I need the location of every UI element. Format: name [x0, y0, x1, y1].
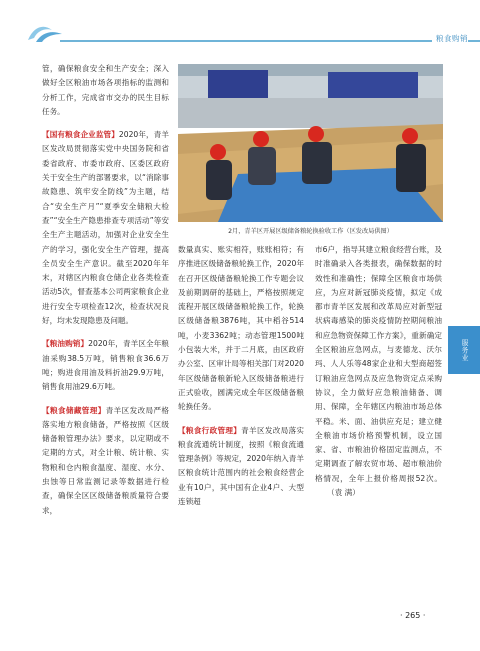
section-body: 市6户，指导其建立粮食经营台账，及时准确录入各类报表，确保数据的时效性和准确性；保障全区粮食市场供应，为应对新冠肺炎疫情，拟定《成都市青羊区发展和改革局应对新型冠状病毒感染的肺炎疫情防控期间粮油和应急物资保障工作方案》，重新确定全区粮油应急网点，与麦德龙、沃尔玛、人人乐等48家企业和大型商超签订粮油应急网点及应急物资定点采购协议，全力做好应急粮油储备、调用、保障，全年辖区内粮油市场总体平稳。米、面、油供应充足；建立健全粮油市场价格预警机制，设立国家、省、市粮油价格固定监测点，不定期调查了解农贸市场、超市粮油价格情况，全年上报价格周报52次。 [315, 245, 442, 483]
chapter-label: 服务业 [460, 338, 468, 362]
section-body: 青羊区发改局落实粮食流通统计制度，按照《粮食流通管理条例》等规定，2020年纳入青羊区粮食统计范围内的社会粮食经营企业有10户，其中国有企业4户、大型连锁超 [178, 425, 305, 507]
granary-inspection-photo [178, 64, 443, 222]
page-header [0, 0, 480, 62]
intro-paragraph: 管，确保粮食安全和生产安全；深入做好全区粮油市场各项指标的监测和分析工作，完成省市交办的民生目标任务。 [42, 64, 169, 116]
section-heading: 【粮食储藏管理】 [42, 405, 106, 415]
section-body: 2020年，青羊区全年粮油采购38.5万吨，销售粮食36.6万吨；购进食用油及料折油29.9万吨，销售食用油29.6万吨。 [42, 339, 170, 392]
page-number: · 265 · [400, 611, 426, 620]
section-title: 粮食购销 [432, 33, 468, 44]
section-heading: 【粮油购销】 [42, 339, 89, 349]
paragraph-rotation: 数量真实、账实相符，账账相符；有序推进区级储备粮轮换工作，2020年在召开区级储备粮轮换工作专题会议及前期调研的基础上，严格按照规定流程开展区级储备粮轮换工作，轮换区级储备粮3876吨，其中稻谷514吨，小麦3362吨；动态管理1500吨小包装大米，并于二月底，由区政府办公室、区审计局等相关部门对2020年区级储备粮新轮入区级储备粮进行正式验收，圆满完成全年区级储备粮轮换任务。 [178, 245, 304, 412]
text-column-middle [178, 243, 304, 518]
author-signature: （袁 满） [327, 488, 360, 498]
section-heading: 【国有粮食企业监管】 [42, 130, 119, 140]
section-heading: 【粮食行政管理】 [178, 425, 242, 435]
paragraph-storage-management [42, 404, 169, 518]
chapter-side-tab [448, 326, 480, 374]
header-rule [60, 40, 480, 42]
paragraph-continued [315, 243, 442, 500]
paragraph-grain-trade [42, 337, 169, 394]
text-column-right [315, 243, 442, 509]
paragraph-administration [178, 424, 304, 510]
text-column-left [42, 62, 169, 527]
paragraph-enterprise-supervision [42, 128, 169, 328]
section-body: 2020年，青羊区发改局贯彻落实党中央国务院和省委省政府、市委市政府、区委区政府关于安全生产的部署要求，以“消除事故隐患、筑牢安全防线”为主题，结合“安全生产月”“夏季安全储粮大检查”“安全生产隐患排查专项活动”等安全生产主题活动，加强对企业安全生产的学习，强化安全生产管理，提高全员安全生产意识。截至2020年年末，对辖区内粮食仓储企业各类检查活动5次，督查基本公司两家粮食企业进行安全专项检查12次，检查状况良好，均未发现隐患及问题。 [42, 130, 170, 326]
section-body: 青羊区发改局严格落实地方粮食储备，严格按照《区级储备粮管理办法》要求，以定期或不定期的方式，对全计粮、统计粮、实物粮和仓内粮食温度、湿度、水分、虫蚀等日常监测记录等数据进行检查，确保全区区级储备粮质量符合要求， [42, 405, 170, 515]
photo-caption: 2月，青羊区开展区级储备粮轮换验收工作（区发改局供图） [228, 228, 393, 235]
